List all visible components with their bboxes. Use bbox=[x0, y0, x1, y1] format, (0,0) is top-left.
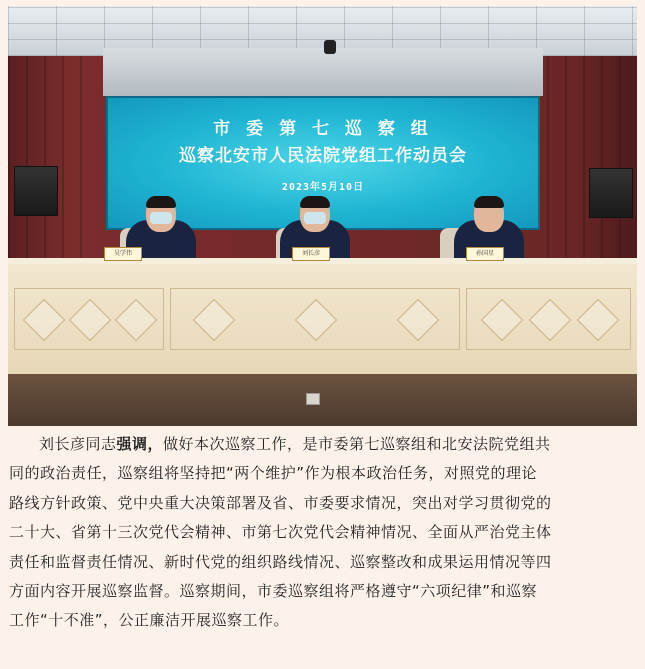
article-body bbox=[9, 430, 637, 636]
table-panel-3 bbox=[466, 288, 631, 350]
meeting-photo bbox=[8, 6, 637, 426]
floor bbox=[8, 374, 637, 426]
speaker-right bbox=[589, 168, 633, 218]
article-line-2: 同的政治责任，巡察组将坚持把“两个维护”作为根本政治任务，对照党的理论 bbox=[9, 464, 538, 483]
line1-prefix: 刘长彦同志 bbox=[39, 435, 117, 453]
article-line-3: 路线方针政策、党中央重大决策部署及省、市委要求情况，突出对学习贯彻党的 bbox=[9, 493, 552, 512]
article-line-1 bbox=[9, 430, 637, 459]
screen-frame bbox=[103, 48, 543, 96]
line1-rest: 做好本次巡察工作，是市委第七巡察组和北安法院党组共 bbox=[163, 435, 551, 453]
wall-panel-right bbox=[547, 56, 637, 271]
nameplate-right: 孙国星 bbox=[466, 247, 504, 261]
wall-panel-left bbox=[8, 56, 98, 271]
screen-subtitle: 巡察北安市人民法院党组工作动员会 bbox=[179, 146, 467, 166]
table-panel-2 bbox=[170, 288, 460, 350]
table-panel-1 bbox=[14, 288, 164, 350]
nameplate-left: 吴学伟 bbox=[104, 247, 142, 261]
article-line-5: 责任和监督责任情况、新时代党的组织路线情况、巡察整改和成果运用情况等四 bbox=[9, 552, 552, 571]
speaker-left bbox=[14, 166, 58, 216]
screen-title: 市 委 第 七 巡 察 组 bbox=[213, 119, 433, 139]
floor-socket bbox=[306, 393, 320, 405]
article-line-4: 二十大、省第十三次党代会精神、市第七次党代会精神情况、全面从严治党主体 bbox=[9, 523, 552, 542]
article-line-6: 方面内容开展巡察监督。巡察期间，市委巡察组将严格遵守“六项纪律”和巡察 bbox=[9, 581, 538, 600]
article-line-7: 工作“十不准”，公正廉洁开展巡察工作。 bbox=[9, 611, 290, 630]
emphasis-text: 强调， bbox=[116, 435, 164, 453]
screen-date: 2023年5月10日 bbox=[281, 182, 365, 193]
camera-icon bbox=[324, 40, 336, 54]
nameplate-center: 刘长彦 bbox=[292, 247, 330, 261]
